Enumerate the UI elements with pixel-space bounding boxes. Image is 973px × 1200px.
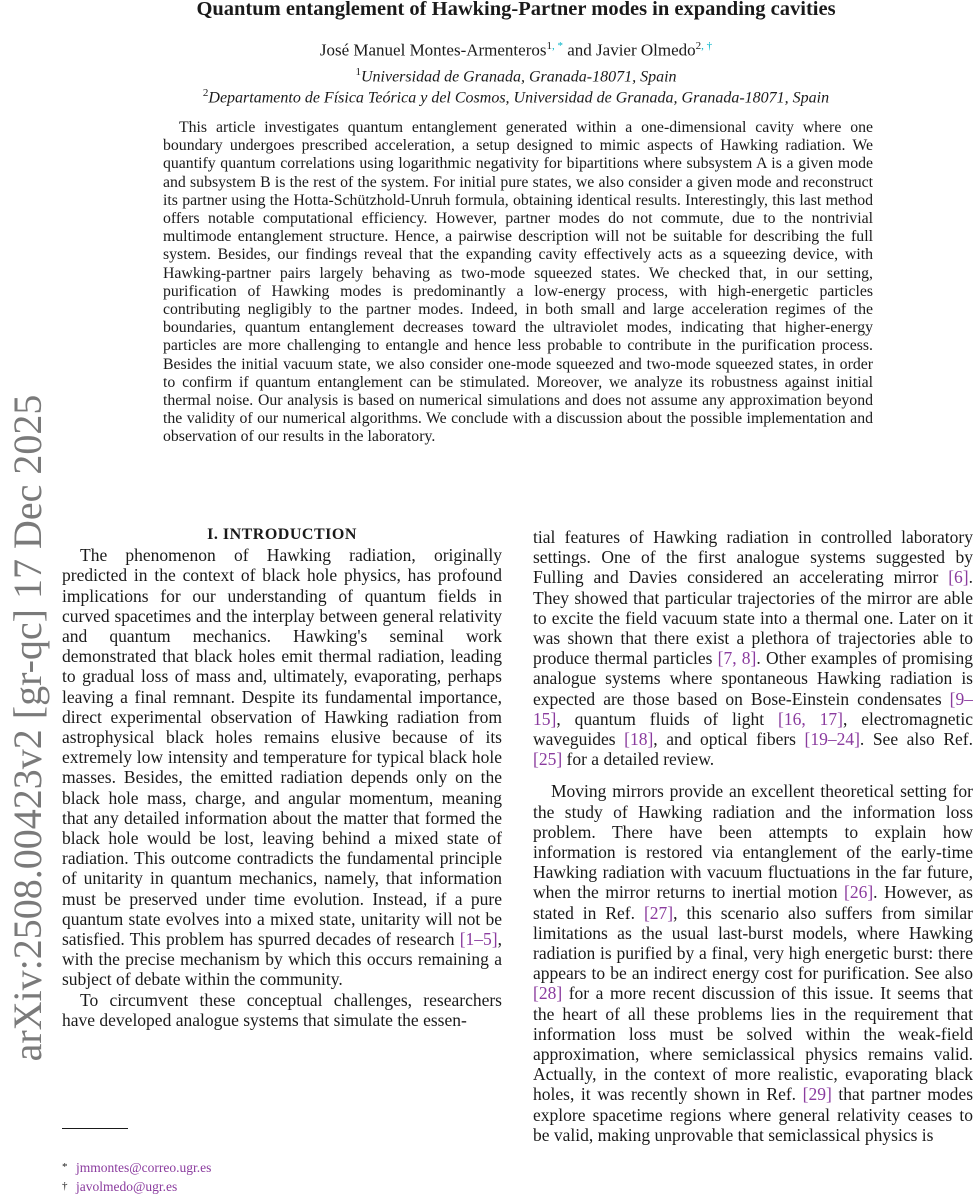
- email-link[interactable]: jmmontes@correo.ugr.es: [76, 1160, 212, 1175]
- citation-link[interactable]: [1–5]: [459, 929, 498, 950]
- paragraph-text: for a detailed review.: [562, 749, 715, 770]
- affiliation-number: 2: [202, 87, 209, 99]
- abstract: This article investigates quantum entanglement generated within a one-dimensional cavity where one boundary undergoes prescribed acceleration, a setup designed to mimic aspects of Hawking radiation. We quantify quantum correlations using logarithmic negativity for bipartitions where subsystem A is a given mode and subsystem B is the rest of the system. For initial pure states, we also consider a given mode and reconstruct its partner using the Hotta-Schützhold-Unruh formula, obtaining identical results. Interestingly, this last method offers notable computational efficiency. However, partner modes do not commute, due to the nontrivial multimode entanglement structure. Hence, a pairwise description will not be suitable for describing the full system. Besides, our findings reveal that the expanding cavity effectively acts as a squeezing device, with Hawking-partner pairs largely behaving as two-mode squeezed states. We checked that, in our setting, purification of Hawking modes is predominantly a low-energy process, with high-energetic particles contributing negligibly to the partner modes. Indeed, in both small and large acceleration regimes of the boundaries, quantum entanglement decreases toward the ultraviolet modes, indicating that higher-energy particles are more challenging to entangle and hence less probable to contribute in the purification process. Besides the initial vacuum state, we also consider one-mode squeezed and two-mode squeezed states, in order to confirm if quantum entanglement can be stimulated. Moreover, we analyze its robustness against initial thermal noise. Our analysis is based on numerical simulations and does not assume any approximation beyond the validity of our numerical algorithms. We conclude with a discussion about the possible implementation and observation of our results in the laboratory.: [163, 119, 873, 446]
- footnotes: [62, 1158, 211, 1196]
- email-link[interactable]: javolmedo@ugr.es: [76, 1179, 178, 1194]
- paragraph-text: . See also Ref.: [859, 729, 973, 750]
- affiliation-text: Departamento de Física Teórica y del Cosmos, Universidad de Granada, Granada-18071, Spain: [208, 89, 830, 107]
- paragraph-text: . They showed that particular trajectories of the mirror are able to excite the field vacuum state into a thermal one. Later on it was shown that there exist a plethora of trajectories able to produce thermal particles: [533, 567, 973, 669]
- citation-link[interactable]: [16, 17]: [778, 708, 843, 729]
- body-paragraph: [62, 545, 502, 989]
- paragraph-text: for a more recent discussion of this issue. It seems that the heart of all these problems lies in the requirement that information loss must be solved within the weak-field approximation, where semiclassical physics remains valid. Actually, in the context of more realistic, evaporating black holes, it was recently shown in Ref.: [533, 983, 973, 1105]
- body-paragraph: [533, 781, 973, 1145]
- paragraph-gap: [533, 769, 973, 781]
- author-name: Javier Olmedo: [596, 40, 696, 60]
- body-paragraph: [62, 990, 502, 1030]
- citation-link[interactable]: [9–15]: [533, 688, 973, 729]
- footnote: [62, 1177, 211, 1196]
- body-paragraph: [533, 527, 973, 769]
- paragraph-text: Moving mirrors provide an excellent theoretical setting for the study of Hawking radiation and the information loss problem. There have been attempts to explain how information is restored via entanglement of the early-time Hawking radiation with vacuum fluctuations in the far future, when the mirror returns to inertial motion: [533, 781, 973, 903]
- citation-link[interactable]: [19–24]: [804, 729, 860, 750]
- author-name: José Manuel Montes-Armenteros: [319, 40, 547, 60]
- paragraph-text: The phenomenon of Hawking radiation, originally predicted in the context of black hole physics, has profound implications for our understanding of quantum fields in curved spacetimes and the interplay between general relativity and quantum mechanics. Hawking's seminal work demonstrated that black holes emit thermal radiation, leading to gradual loss of mass and, ultimately, evaporating, perhaps leaving a final remnant. Despite its fundamental importance, direct experimental observation of Hawking radiation from astrophysical black holes remains elusive because of its extremely low intensity and temperature for typical black hole masses. Besides, the emitted radiation depends only on the black hole mass, charge, and angular momentum, meaning that any detailed information about the matter that formed the black hole would be lost, leaving behind a mixed state of radiation. This outcome contradicts the fundamental principle of unitarity in quantum mechanics, namely, that information must be preserved under time evolution. Instead, if a pure quantum state evolves into a mixed state, unitarity will not be satisfied. This problem has spurred decades of research: [62, 545, 502, 950]
- paragraph-text: . However, as stated in Ref.: [533, 882, 973, 923]
- citation-link[interactable]: [25]: [533, 749, 563, 770]
- affiliation-text: Universidad de Granada, Granada-18071, Spain: [360, 68, 677, 86]
- right-column: [533, 527, 973, 1145]
- paragraph-text: To circumvent these conceptual challenges, researchers have developed analogue systems that simulate the essen-: [62, 989, 502, 1030]
- paragraph-text: , with the precise mechanism by which this occurs remaining a subject of debate within the community.: [62, 929, 502, 990]
- footnote-mark: *: [62, 1161, 68, 1173]
- section-heading: I. INTRODUCTION: [207, 526, 357, 543]
- footnote-link[interactable]: , *: [551, 40, 563, 52]
- paper-title: Quantum entanglement of Hawking-Partner modes in expanding cavities: [196, 0, 836, 20]
- footnote-link[interactable]: , †: [701, 40, 713, 52]
- affiliation: [60, 66, 972, 86]
- citation-link[interactable]: [18]: [624, 729, 654, 750]
- affiliation: [60, 87, 972, 107]
- author-list: [60, 40, 972, 61]
- left-column: [62, 525, 502, 1030]
- citation-link[interactable]: [26]: [844, 882, 874, 903]
- paragraph-text: , quantum fluids of light: [556, 708, 779, 729]
- paragraph-text: . Other examples of promising analogue systems where spontaneous Hawking radiation is expected are those based on Bose-Einstein condensates: [533, 648, 973, 709]
- author-separator: and: [567, 40, 592, 60]
- citation-link[interactable]: [6]: [948, 567, 969, 588]
- affiliation-marker: 2: [695, 40, 702, 52]
- citation-link[interactable]: [29]: [802, 1084, 832, 1105]
- footnote-mark: †: [62, 1180, 68, 1192]
- footnote: [62, 1158, 211, 1177]
- paragraph-text: , and optical fibers: [653, 729, 805, 750]
- affiliation-marker: 1: [546, 40, 552, 52]
- citation-link[interactable]: [27]: [643, 902, 674, 923]
- paragraph-text: , this scenario also suffers from similar limitations as the usual last-burst models, where Hawking radiation is purified by a final, very high energetic burst: there appears to be an indirect energy cost for purification. See also: [533, 902, 973, 984]
- paragraph-text: tial features of Hawking radiation in controlled laboratory settings. One of the first analogue systems suggested by Fulling and Davies considered an accelerating mirror: [533, 527, 973, 588]
- paragraph-text: , electromagnetic waveguides: [533, 708, 973, 750]
- arxiv-identifier: arXiv:2508.00423v2 [gr-qc] 17 Dec 2025: [5, 394, 50, 1062]
- footnote-rule: [62, 1128, 128, 1129]
- citation-link[interactable]: [28]: [533, 983, 563, 1004]
- citation-link[interactable]: [7, 8]: [717, 648, 757, 669]
- paragraph-text: that partner modes explore spacetime regions where general relativity ceases to be valid, making unprovable that semiclassical physics is: [533, 1084, 973, 1145]
- affiliation-number: 1: [355, 66, 361, 78]
